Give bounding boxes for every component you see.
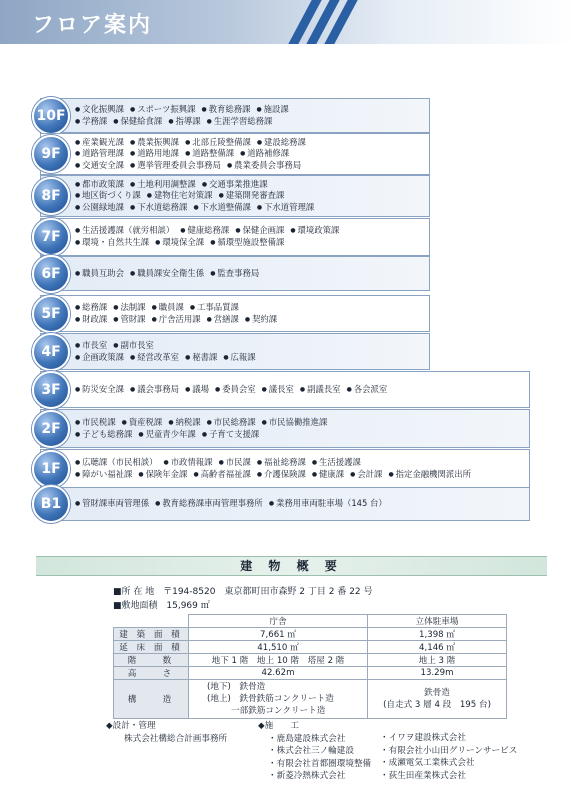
department-line [75,469,477,481]
structure-line: 一部鉄筋コンクリート造 [231,706,326,716]
department-line [75,302,283,314]
department-line [75,268,265,280]
department-item: ● 生活援護課（就労相談） [75,225,174,235]
department-item: ● 各会派室 [347,384,388,394]
department-item: ● 環境政策課 [290,225,339,235]
department-item: ● 営繕課 [207,314,239,324]
department-item: ● 下水道総務課 [130,202,187,212]
department-item: ● 学務課 [75,116,107,126]
department-item: ● 秘書課 [185,352,217,362]
department-item: ● 経営改革室 [130,352,179,362]
contractor: ・新菱冷熱株式会社 [268,771,346,782]
department-item: ● 教育総務課 [201,104,250,114]
department-item: ● 市民協働推進課 [262,417,328,427]
floor-departments [75,179,320,214]
department-item: ● 施設課 [257,104,289,114]
department-item: ● 生活援護課 [312,457,361,467]
site-value: 15,969 ㎡ [166,601,210,611]
floor-departments [75,498,393,510]
construction-credit-2 [380,732,517,782]
table-cell: 7,661 ㎡ [189,628,368,641]
department-item: ● 保険年金課 [138,469,187,479]
table-cell: 42.62m [189,667,368,680]
department-item: ● 土地利用調整課 [130,179,196,189]
department-item: ● 市民課 [219,457,251,467]
site-row [113,598,210,611]
department-item: ● 広報課 [223,352,255,362]
department-item: ● 下水道管理課 [257,202,314,212]
department-item: ● 議会事務局 [130,384,179,394]
building-spec-table [113,614,507,719]
department-item: ● 公園緑地課 [75,202,124,212]
floor-departments [75,302,283,325]
floor-badge: B1 [32,485,70,523]
department-item: ● 委員会室 [215,384,256,394]
structure-line: 鉄骨造 [424,688,450,698]
department-line [75,417,333,429]
department-item: ● 保健給食課 [113,116,162,126]
table-label-cell: 構 造 [114,680,189,719]
floor-departments [75,417,333,440]
table-label-cell: 階 数 [114,654,189,667]
department-item: ● 建物住宅対策課 [147,190,213,200]
floor-row [40,487,530,521]
department-item: ● 健康総務課 [180,225,229,235]
department-item: ● 交通事業推進課 [202,179,268,189]
floor-badge: 4F [32,333,70,371]
department-item: ● 交通安全課 [75,160,124,170]
floor-badge: 8F [32,177,70,215]
floor-departments [75,457,477,480]
department-item: ● 財政課 [75,314,107,324]
department-item: ● 環境保全課 [155,237,204,247]
department-item: ● 子ども総務課 [75,429,132,439]
department-line [75,160,312,172]
department-item: ● 生涯学習総務課 [207,116,273,126]
floor-departments [75,384,393,396]
department-item: ● 市政情報課 [164,457,213,467]
department-item: ● 副市長室 [113,340,154,350]
department-item: ● 産業観光課 [75,137,124,147]
department-line [75,457,477,469]
floor-badge: 1F [32,450,70,488]
department-item: ● 防災安全課 [75,384,124,394]
department-item: ● 会計課 [350,469,382,479]
floor-badge: 6F [32,255,70,293]
department-item: ● 副議長室 [300,384,341,394]
table-cell: 地下 1 階 地上 10 階 塔屋 2 階 [189,654,368,667]
address-value: 〒194-8520 東京都町田市森野 2 丁目 2 番 22 号 [163,587,373,597]
floor-departments [75,225,345,248]
department-item: ● 道路用地課 [130,148,179,158]
department-line [75,104,295,116]
department-item: ● 選挙管理委員会事務局 [130,160,221,170]
department-item: ● 議場 [185,384,209,394]
department-line [75,429,333,441]
floor-badge: 7F [32,218,70,256]
department-line [75,237,345,249]
floor-badge: 2F [32,410,70,448]
contractor: ・イワヲ建設株式会社 [380,733,466,743]
structure-parking-cell [368,680,507,719]
department-item: ● 監査事務局 [210,268,259,278]
department-item: ● 建設総務課 [257,137,306,147]
department-line [75,137,312,149]
floor-badge: 5F [32,295,70,333]
table-label-cell: 延 床 面 積 [114,641,189,654]
structure-line: (地上) 鉄骨鉄筋コンクリート造 [207,694,334,704]
construction-label: ◆施 工 [258,721,299,731]
floor-row [40,449,530,488]
overview-title: 建 物 概 要 [36,556,547,576]
table-cell: 13.29m [368,667,507,680]
department-line [75,116,295,128]
department-item: ● 農業委員会事務局 [227,160,301,170]
department-item: ● 循環型施設整備課 [210,237,284,247]
page-header [0,0,575,44]
construction-credit [258,720,371,783]
contractor: ・有限会社小山田グリーンサービス [380,745,518,756]
department-item: ● 職員互助会 [75,268,124,278]
department-item: ● 教育総務課車両管理事務所 [155,498,263,508]
floor-badge: 10F [32,97,70,135]
table-label-cell: 建 築 面 積 [114,628,189,641]
contractor: ・荻生田産業株式会社 [380,770,466,781]
department-item: ● 法制課 [113,302,145,312]
page-title: フロア案内 [32,13,153,38]
contractor: ・株式会社三ノ輪建設 [268,746,354,757]
floor-departments [75,137,312,172]
table-row [114,654,507,667]
address-label: ■所 在 地 [113,587,155,597]
department-item: ● 市民税課 [75,417,116,427]
department-item: ● 都市政策課 [75,179,124,189]
contractor: ・鹿島建設株式会社 [268,733,346,744]
department-line [75,225,345,237]
department-item: ● 契約課 [245,314,277,324]
floor-row [40,175,430,217]
address-row [113,584,373,597]
department-line [75,340,262,352]
contractor: ・有限会社首都圏環境整備 [268,758,372,769]
table-cell: 1,398 ㎡ [368,628,507,641]
table-row [114,680,507,719]
department-line [75,384,393,396]
department-line [75,190,320,202]
department-item: ● 道路整備課 [185,148,234,158]
structure-line: (自走式 3 層 4 段 195 台) [383,700,491,710]
structure-main-cell [189,680,368,719]
table-header-cell [114,615,189,628]
department-item: ● 管財課車両管理係 [75,498,149,508]
department-item: ● 指定金融機関派出所 [388,469,471,479]
table-header-row [114,615,507,628]
floor-row [40,133,430,175]
department-line [75,202,320,214]
department-item: ● 子育て支援課 [202,429,259,439]
department-item: ● 児童青少年課 [138,429,195,439]
department-item: ● 資産税課 [122,417,163,427]
department-item: ● 高齢者福祉課 [193,469,250,479]
department-item: ● 福祉総務課 [257,457,306,467]
department-item: ● 建築開発審査課 [219,190,285,200]
department-item: ● 文化振興課 [75,104,124,114]
floor-departments [75,104,295,127]
department-item: ● 業務用車両駐車場（145 台） [269,498,387,508]
floor-row [40,333,430,370]
design-firm: 株式会社構総合計画事務所 [124,733,228,744]
department-item: ● 農業振興課 [130,137,179,147]
department-item: ● 工事品質課 [190,302,239,312]
department-item: ● スポーツ振興課 [130,104,195,114]
department-line [75,148,312,160]
department-item: ● 道路管理課 [75,148,124,158]
department-item: ● 指導課 [168,116,200,126]
floor-row [40,218,430,256]
table-cell: 41,510 ㎡ [189,641,368,654]
table-cell: 4,146 ㎡ [368,641,507,654]
department-line [75,498,393,510]
floor-badge: 9F [32,135,70,173]
department-item: ● 広聴課（市民相談） [75,457,158,467]
department-item: ● 市長室 [75,340,107,350]
department-item: ● 北部丘陵整備課 [185,137,251,147]
table-header-cell: 庁舎 [189,615,368,628]
floor-row [40,98,430,133]
department-item: ● 健康課 [312,469,344,479]
department-item: ● 議長室 [262,384,294,394]
department-item: ● 市民総務課 [207,417,256,427]
department-line [75,352,262,364]
design-credit [106,720,227,745]
floor-badge: 3F [32,371,70,409]
department-item: ● 納税課 [168,417,200,427]
department-line [75,179,320,191]
department-item: ● 障がい福祉課 [75,469,132,479]
department-item: ● 地区街づくり課 [75,190,141,200]
floor-departments [75,340,262,363]
floor-row [40,409,530,448]
floor-row [40,256,430,291]
department-item: ● 職員課 [152,302,184,312]
site-label: ■敷地面積 [113,601,158,611]
floor-row [40,371,530,408]
department-item: ● 下水道整備課 [193,202,250,212]
structure-line: (地下) 鉄骨造 [207,682,266,692]
table-cell: 地上 3 階 [368,654,507,667]
department-item: ● 環境・自然共生課 [75,237,149,247]
contractor: ・成瀬電気工業株式会社 [380,758,475,769]
department-item: ● 道路補修課 [240,148,289,158]
department-item: ● 庁舎活用課 [152,314,201,324]
department-line [75,314,283,326]
design-label: ◆設計・管理 [106,721,156,731]
table-row [114,667,507,680]
department-item: ● 総務課 [75,302,107,312]
department-item: ● 保健企画課 [235,225,284,235]
table-header-cell: 立体駐車場 [368,615,507,628]
table-row [114,641,507,654]
floor-row [40,295,430,332]
floor-departments [75,268,265,280]
department-item: ● 管財課 [113,314,145,324]
department-item: ● 企画政策課 [75,352,124,362]
table-label-cell: 高 さ [114,667,189,680]
department-item: ● 介護保険課 [257,469,306,479]
table-row [114,628,507,641]
department-item: ● 職員課安全衛生係 [130,268,204,278]
